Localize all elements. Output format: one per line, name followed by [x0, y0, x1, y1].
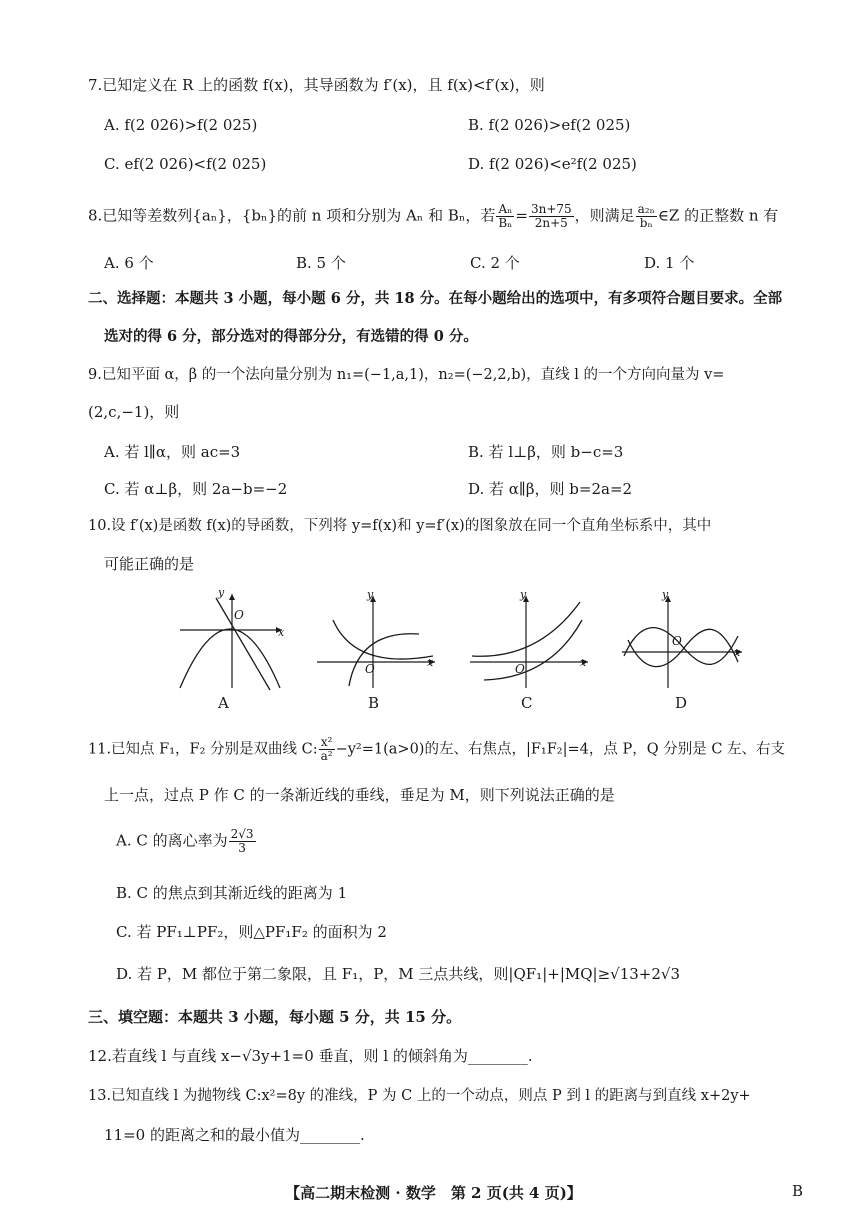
q11-option-a: A. C 的离心率为 $\frac{2√3}{3}$: [116, 827, 254, 855]
section2-heading-line1: 二、选择题：本题共 3 小题，每小题 6 分，共 18 分。在每小题给出的选项中，有多项符合题目要求。全部: [88, 290, 783, 307]
q10-fig-a-label: A: [218, 694, 229, 712]
q10-fig-d-label: D: [675, 694, 688, 712]
fig-a-y-label: y: [218, 586, 225, 599]
fig-c-origin: O: [515, 662, 525, 676]
q11-option-c: C. 若 PF₁⊥PF₂，则△PF₁F₂ 的面积为 2: [116, 923, 387, 941]
fig-d-origin: O: [672, 634, 682, 648]
page-footer: 【高二期末检测 · 数学 第 2 页(共 4 页)】: [285, 1184, 582, 1202]
q10-figure-c: [468, 590, 593, 690]
q9-stem-line2: (2,c,−1)，则: [88, 403, 180, 421]
q11-option-b: B. C 的焦点到其渐近线的距离为 1: [116, 884, 348, 902]
fig-c-x-label: x: [580, 656, 587, 669]
q9-option-a: A. 若 l∥α，则 ac=3: [104, 443, 241, 461]
fig-d-y-label: y: [662, 588, 669, 601]
q11-stem-line1: 11.已知点 F₁，F₂ 分别是双曲线 C: $\frac{\text{x²}}{\text{a²}}$ −y²=1(a>0)的左、右焦点，|F₁F₂|=4，点 P，Q 分别是 C 左、右支: [88, 735, 786, 763]
q9-option-c: C. 若 α⊥β，则 2a−b=−2: [104, 480, 288, 498]
fig-a-x-label: x: [278, 626, 285, 639]
q10-figure-d: [620, 590, 745, 690]
q13-stem-line1: 13.已知直线 l 为抛物线 C:x²=8y 的准线，P 为 C 上的一个动点，则点 P 到 l 的距离与到直线 x+2y+: [88, 1088, 751, 1104]
q7-option-a: A. f(2 026)>f(2 025): [104, 116, 258, 134]
q7-stem: 7.已知定义在 R 上的函数 f(x)，其导函数为 f′(x)，且 f(x)<f′(x)，则: [88, 76, 545, 94]
paper-version: B: [792, 1182, 804, 1200]
q8-stem: 8.已知等差数列{aₙ}，{bₙ}的前 n 项和分别为 Aₙ 和 Bₙ，若 $\frac{\text{Aₙ}}{\text{Bₙ}}$ = $\frac{3n+75}{2n+5}$ ，则满足 $\frac{\text{a₂ₙ}}{\text{bₙ}}$ ∈Z 的正整数 n 有: [88, 202, 779, 230]
q8-option-b: B. 5 个: [296, 254, 346, 272]
fig-b-origin: O: [365, 662, 375, 676]
q10-figure-a: [170, 586, 290, 690]
fig-a-origin: O: [234, 608, 244, 622]
fig-d-x-label: x: [734, 646, 741, 659]
q9-option-b: B. 若 l⊥β，则 b−c=3: [468, 443, 624, 461]
q13-stem-line2: 11=0 的距离之和的最小值为________.: [104, 1126, 365, 1144]
q9-option-d: D. 若 α∥β，则 b=2a=2: [468, 480, 633, 498]
q7-option-d: D. f(2 026)<e²f(2 025): [468, 155, 637, 173]
q7-option-c: C. ef(2 026)<f(2 025): [104, 155, 267, 173]
q7-option-b: B. f(2 026)>ef(2 025): [468, 116, 631, 134]
q10-fig-b-label: B: [368, 694, 380, 712]
q12-stem: 12.若直线 l 与直线 x−√3y+1=0 垂直，则 l 的倾斜角为________.: [88, 1047, 533, 1065]
q9-stem-line1: 9.已知平面 α，β 的一个法向量分别为 n₁=(−1,a,1)，n₂=(−2,2,b)，直线 l 的一个方向向量为 v=: [88, 367, 725, 383]
q11-option-d: D. 若 P，M 都位于第二象限，且 F₁，P，M 三点共线，则|QF₁|+|MQ|≥√13+2√3: [116, 965, 681, 983]
q11-stem-line2: 上一点，过点 P 作 C 的一条渐近线的垂线，垂足为 M，则下列说法正确的是: [104, 786, 615, 804]
q10-stem-line2: 可能正确的是: [104, 555, 195, 573]
q8-option-d: D. 1 个: [644, 254, 695, 272]
q8-option-c: C. 2 个: [470, 254, 520, 272]
q8-option-a: A. 6 个: [104, 254, 154, 272]
fig-c-y-label: y: [520, 588, 527, 601]
section2-heading-line2: 选对的得 6 分，部分选对的得部分分，有选错的得 0 分。: [104, 328, 478, 345]
q10-fig-c-label: C: [521, 694, 533, 712]
q10-figure-b: [315, 590, 440, 690]
fig-b-y-label: y: [367, 588, 374, 601]
section3-heading: 三、填空题：本题共 3 小题，每小题 5 分，共 15 分。: [88, 1008, 462, 1026]
fig-b-x-label: x: [427, 656, 434, 669]
q10-stem-line1: 10.设 f′(x)是函数 f(x)的导函数，下列将 y=f(x)和 y=f′(x)的图象放在同一个直角坐标系中，其中: [88, 518, 712, 534]
